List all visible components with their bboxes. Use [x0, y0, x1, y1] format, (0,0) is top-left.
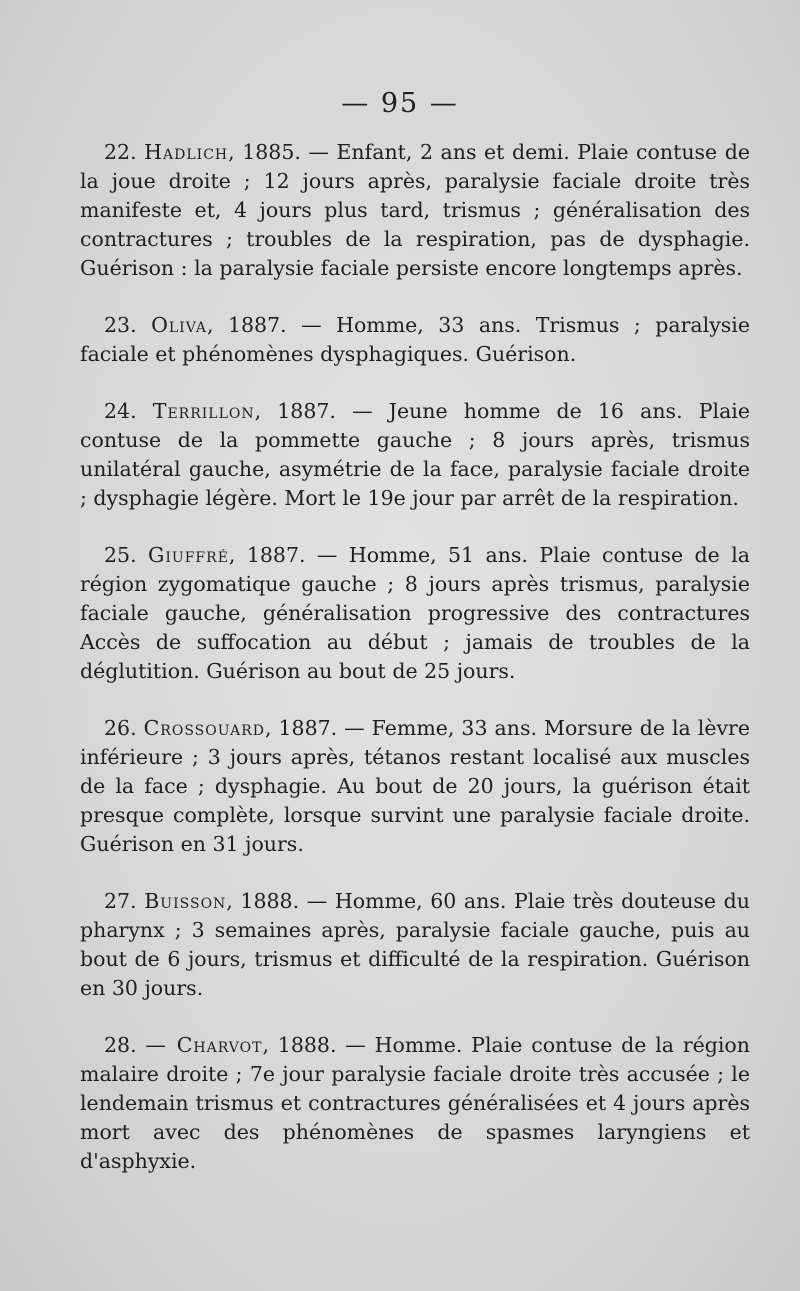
case-text: , 1887. — Homme, 33 ans. Trismus ; paralysie faciale et phénomènes dysphagiques. Guérison. [80, 313, 750, 366]
case-text: , 1888. — Homme. Plaie contuse de la région malaire droite ; 7e jour paralysie faciale droite très accusée ; le lendemain trismus et contractures généralisées et 4 jours après mort avec des phénomènes de spasmes laryngiens et d'asphyxie. [80, 1033, 750, 1173]
case-author: Giuffré [148, 543, 229, 567]
case-author: Hadlich [144, 140, 229, 164]
case-entry-27 [80, 887, 750, 1003]
case-author: Crossouard [143, 716, 265, 740]
case-entry-26 [80, 714, 750, 859]
case-entry-25 [80, 541, 750, 686]
case-text: , 1887. — Homme, 51 ans. Plaie contuse de la région zygomatique gauche ; 8 jours après trismus, paralysie faciale gauche, généralisation progressive des contractures Accès de suffocation au début ; jamais de troubles de la déglutition. Guérison au bout de 25 jours. [80, 543, 750, 683]
case-list [80, 138, 750, 1204]
page-number: — 95 — [341, 88, 459, 119]
case-author: — Charvot [145, 1033, 263, 1057]
case-text: , 1885. — Enfant, 2 ans et demi. Plaie contuse de la joue droite ; 12 jours après, paralysie faciale droite très manifeste et, 4 jours plus tard, trismus ; généralisation des contractures ; troubles de la respiration, pas de dysphagie. Guérison : la paralysie faciale persiste encore longtemps après. [80, 140, 750, 280]
case-entry-22 [80, 138, 750, 283]
case-number: 27. [104, 889, 137, 913]
case-author: Oliva [151, 313, 207, 337]
case-number: 25. [104, 543, 137, 567]
case-author: Buisson [144, 889, 227, 913]
case-number: 28. [104, 1033, 137, 1057]
case-number: 26. [104, 716, 137, 740]
case-entry-24 [80, 397, 750, 513]
case-entry-28 [80, 1031, 750, 1176]
case-text: , 1887. — Femme, 33 ans. Morsure de la lèvre inférieure ; 3 jours après, tétanos restant localisé aux muscles de la face ; dysphagie. Au bout de 20 jours, la guérison était presque complète, lorsque survint une paralysie faciale droite. Guérison en 31 jours. [80, 716, 750, 856]
case-text: , 1888. — Homme, 60 ans. Plaie très douteuse du pharynx ; 3 semaines après, paralysie faciale gauche, puis au bout de 6 jours, trismus et difficulté de la respiration. Guérison en 30 jours. [80, 889, 750, 1000]
case-number: 24. [104, 399, 137, 423]
case-number: 22. [104, 140, 137, 164]
case-author: Terrillon [152, 399, 255, 423]
case-entry-23 [80, 311, 750, 369]
case-text: , 1887. — Jeune homme de 16 ans. Plaie contuse de la pommette gauche ; 8 jours après, trismus unilatéral gauche, asymétrie de la face, paralysie faciale droite ; dysphagie légère. Mort le 19e jour par arrêt de la respiration. [80, 399, 750, 510]
case-number: 23. [104, 313, 137, 337]
